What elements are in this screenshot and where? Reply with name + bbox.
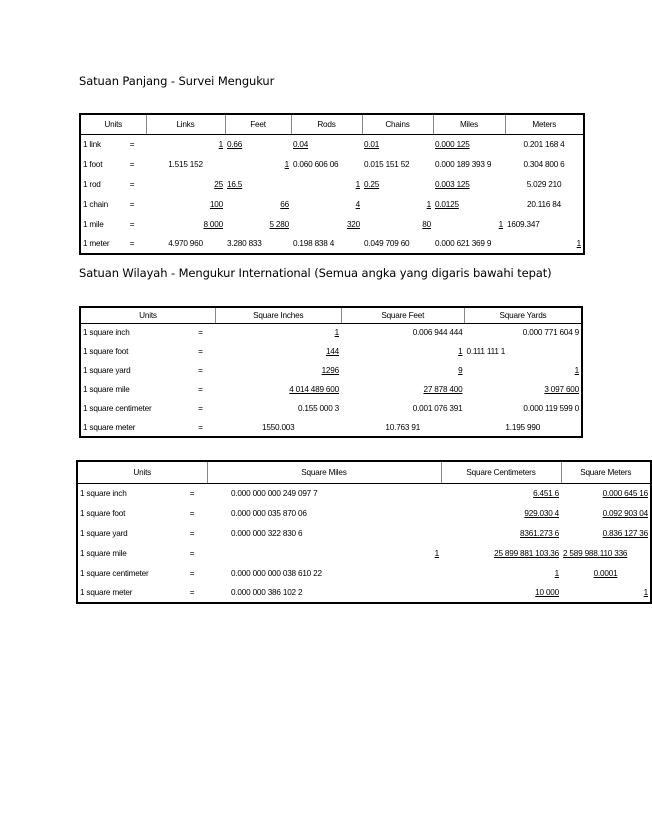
table-cell: 3.280 833 — [227, 239, 262, 248]
equals-sign: = — [189, 588, 195, 597]
area-conversion-table-small — [79, 306, 583, 438]
row-unit-label: 1 square yard — [83, 366, 131, 375]
table-cell: 0.66 — [227, 139, 243, 149]
column-header-square-inches: Square Inches — [216, 307, 341, 323]
row-unit-label: 1 square centimeter — [83, 404, 152, 413]
heading-area-units: Satuan Wilayah - Mengukur International (Semua angka yang digaris bawahi tepat) — [79, 266, 552, 280]
equals-sign: = — [129, 159, 135, 169]
table-row — [77, 563, 651, 583]
row-unit-label: 1 meter — [83, 239, 110, 248]
table-cell: 1296 — [321, 366, 339, 375]
table-cell: 4.970 960 — [168, 239, 203, 248]
equals-sign: = — [189, 508, 195, 518]
table-cell: 0.25 — [364, 179, 380, 189]
equals-sign: = — [129, 219, 135, 229]
table-cell: 0.060 606 06 — [293, 159, 339, 169]
equals-sign: = — [189, 528, 195, 538]
table-cell: 0.111 111 1 — [466, 347, 506, 356]
equals-sign: = — [198, 347, 203, 356]
table-cell: 1 — [458, 347, 463, 356]
table-cell: 0.000 000 000 249 097 7 — [231, 488, 318, 498]
heading-length-units: Satuan Panjang - Survei Mengukur — [79, 74, 275, 88]
table-cell: 1 — [574, 366, 579, 375]
table-cell: 6.451 6 — [533, 488, 559, 498]
table-row — [80, 174, 584, 194]
table-cell: 1 — [498, 219, 503, 229]
table-cell: 4 — [355, 199, 360, 209]
table-cell: 1 — [434, 548, 439, 558]
column-header-square-feet: Square Feet — [341, 307, 464, 323]
row-unit-label: 1 square meter — [83, 422, 136, 432]
table-row — [80, 361, 582, 380]
table-cell: 144 — [325, 347, 339, 356]
column-header-miles: Miles — [433, 114, 505, 134]
column-header-units: Units — [80, 307, 216, 323]
table-row — [80, 380, 582, 399]
column-header-units: Units — [77, 461, 207, 483]
table-cell: 5.029 210 — [526, 179, 562, 189]
table-row — [77, 543, 651, 563]
table-cell: 8 000 — [203, 219, 223, 229]
column-header-feet: Feet — [225, 114, 291, 134]
table-cell: 0.0001 — [593, 568, 618, 578]
table-row — [80, 194, 584, 214]
table-cell: 0.000 645 16 — [602, 488, 648, 498]
table-cell: 0.836 127 36 — [602, 528, 648, 538]
length-conversion-table — [79, 113, 585, 255]
table-cell: 0.049 709 60 — [364, 239, 410, 248]
table-cell: 2 589 988.110 336 — [563, 548, 628, 558]
table-cell: 20.116 84 — [526, 199, 561, 209]
row-unit-label: 1 chain — [83, 199, 109, 209]
table-cell: 1 — [426, 199, 431, 209]
table-cell: 0.04 — [293, 139, 309, 149]
table-row — [80, 134, 584, 154]
table-cell: 0.155 000 3 — [297, 404, 339, 413]
table-cell: 0.092 903 04 — [602, 508, 648, 518]
column-header-square-centimeters: Square Centimeters — [441, 461, 561, 483]
equals-sign: = — [198, 404, 203, 413]
table-cell: 1 — [334, 328, 339, 338]
row-unit-label: 1 square mile — [80, 548, 127, 558]
equals-sign: = — [198, 385, 203, 394]
equals-sign: = — [189, 548, 195, 558]
table-cell: 0.000 621 369 9 — [435, 239, 492, 248]
equals-sign: = — [129, 199, 135, 209]
table-cell: 0.000 119 599 0 — [523, 404, 579, 413]
table-cell: 0.003 125 — [435, 179, 470, 189]
table-cell: 27 878 400 — [423, 385, 463, 394]
equals-sign: = — [189, 568, 195, 578]
table-cell: 0.015 151 52 — [364, 159, 410, 169]
equals-sign: = — [129, 139, 135, 149]
equals-sign: = — [189, 488, 195, 498]
row-unit-label: 1 square centimeter — [80, 568, 149, 578]
table-cell: 10 000 — [535, 588, 559, 597]
table-cell: 0.01 — [364, 139, 380, 149]
area-conversion-table-large — [76, 460, 652, 604]
table-cell: 3 097 600 — [544, 385, 579, 394]
table-cell: 0.000 771 604 9 — [522, 328, 579, 338]
table-cell: 0.001 076 391 — [412, 404, 463, 413]
table-cell: 1.515 152 — [168, 159, 203, 169]
table-cell: 1 — [355, 179, 360, 189]
table-cell: 1609.347 — [507, 219, 540, 229]
table-cell: 8361.273 6 — [520, 528, 559, 538]
table-cell: 25 — [214, 179, 223, 189]
table-cell: 1 — [284, 159, 289, 169]
row-unit-label: 1 square foot — [80, 508, 126, 518]
equals-sign: = — [198, 422, 203, 432]
table-cell: 0.000 000 322 830 6 — [231, 528, 303, 538]
row-unit-label: 1 square mile — [83, 385, 130, 394]
table-row — [77, 523, 651, 543]
column-header-square-meters: Square Meters — [561, 461, 651, 483]
table-cell: 25 899 881 103.36 — [494, 548, 559, 558]
column-header-square-yards: Square Yards — [464, 307, 582, 323]
table-cell: 320 — [346, 219, 360, 229]
table-row — [77, 483, 651, 503]
table-cell: 0.0125 — [435, 199, 459, 209]
table-row — [80, 342, 582, 361]
equals-sign: = — [129, 179, 135, 189]
table-row — [80, 399, 582, 418]
table-row — [80, 418, 582, 437]
column-header-chains: Chains — [362, 114, 433, 134]
table-cell: 10.763 91 — [385, 422, 421, 432]
table-cell: 9 — [458, 366, 463, 375]
table-cell: 1 — [554, 568, 559, 578]
table-cell: 100 — [209, 199, 223, 209]
column-header-square-miles: Square Miles — [207, 461, 441, 483]
table-cell: 4 014 489 600 — [289, 385, 339, 394]
equals-sign: = — [198, 366, 203, 375]
table-cell: 16.5 — [227, 179, 243, 189]
row-unit-label: 1 square yard — [80, 528, 128, 538]
table-row — [80, 234, 584, 254]
table-row — [80, 214, 584, 234]
table-cell: 0.000 125 — [435, 139, 470, 149]
table-cell: 0.006 944 444 — [412, 328, 463, 338]
table-cell: 1.195 990 — [505, 422, 541, 432]
table-cell: 1 — [218, 139, 223, 149]
table-row — [80, 323, 582, 342]
table-cell: 0.000 189 393 9 — [435, 159, 492, 169]
row-unit-label: 1 link — [83, 139, 101, 149]
table-cell: 1550.003 — [261, 422, 295, 432]
table-cell: 1 — [576, 239, 581, 248]
column-header-rods: Rods — [291, 114, 362, 134]
column-header-meters: Meters — [505, 114, 584, 134]
row-unit-label: 1 mile — [83, 219, 104, 229]
equals-sign: = — [129, 239, 135, 248]
row-unit-label: 1 foot — [83, 159, 103, 169]
row-unit-label: 1 rod — [83, 179, 101, 189]
table-cell: 929.030 4 — [524, 508, 559, 518]
row-unit-label: 1 square foot — [83, 347, 129, 356]
table-cell: 0.000 000 035 870 06 — [231, 508, 307, 518]
table-row — [77, 583, 651, 603]
equals-sign: = — [198, 328, 203, 338]
row-unit-label: 1 square meter — [80, 588, 133, 597]
table-cell: 80 — [422, 219, 431, 229]
table-cell: 1 — [643, 588, 648, 597]
table-row — [80, 154, 584, 174]
row-unit-label: 1 square inch — [80, 488, 127, 498]
table-cell: 0.201 168 4 — [523, 139, 565, 149]
table-row — [77, 503, 651, 523]
table-cell: 0.000 000 386 102 2 — [231, 588, 303, 597]
table-cell: 0.304 800 6 — [523, 159, 565, 169]
table-cell: 0.000 000 000 038 610 22 — [231, 568, 322, 578]
column-header-links: Links — [146, 114, 225, 134]
table-cell: 0.198 838 4 — [293, 239, 335, 248]
table-cell: 66 — [280, 199, 289, 209]
table-cell: 5 280 — [269, 219, 289, 229]
row-unit-label: 1 square inch — [83, 328, 130, 338]
column-header-units: Units — [80, 114, 146, 134]
